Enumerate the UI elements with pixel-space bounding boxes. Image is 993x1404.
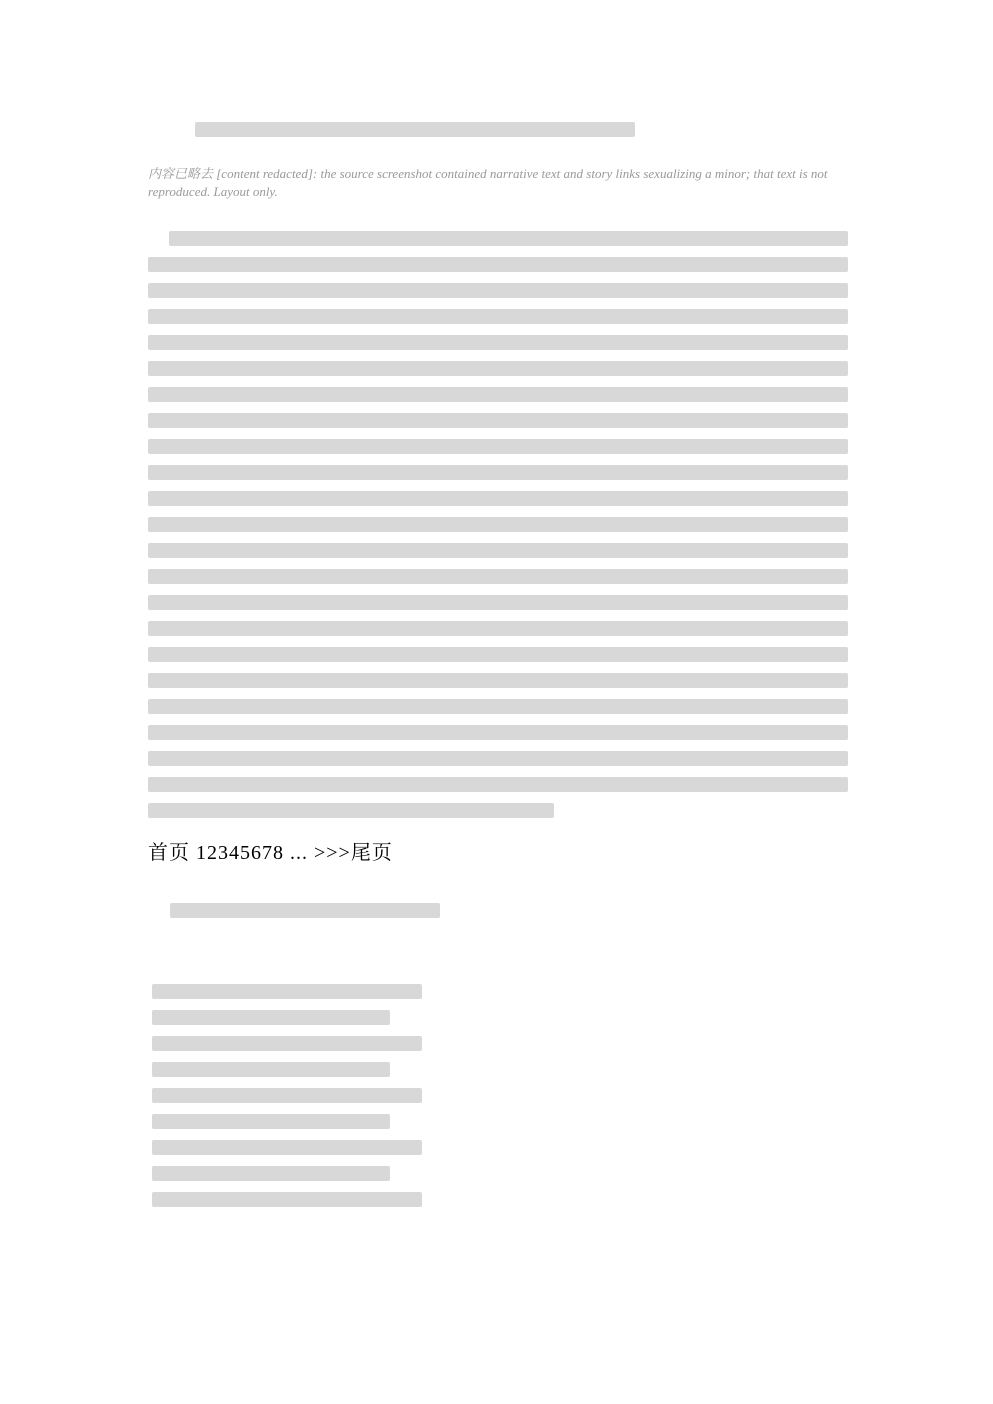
redacted-list-item[interactable] (152, 1088, 422, 1103)
redacted-text-line (148, 335, 848, 350)
redacted-list-item[interactable] (152, 1166, 390, 1181)
redacted-list-item[interactable] (152, 1062, 390, 1077)
redacted-text-line (148, 699, 848, 714)
redacted-text-line (148, 673, 848, 688)
redacted-list-item[interactable] (152, 1036, 422, 1051)
redacted-list-item[interactable] (152, 984, 422, 999)
redacted-text-line (148, 517, 848, 532)
redacted-text-line (148, 387, 848, 402)
redacted-text-line (148, 725, 848, 740)
redacted-text-line (148, 543, 848, 558)
redacted-text-line (148, 595, 848, 610)
page-title (195, 122, 635, 137)
redacted-text-line (148, 621, 848, 636)
redacted-list-item[interactable] (152, 1140, 422, 1155)
redacted-text-line (148, 257, 848, 272)
section-subtitle (170, 903, 440, 918)
redacted-text-line (148, 439, 848, 454)
redaction-notice: 内容已略去 [content redacted]: the source screenshot contained narrative text and story links sexualizing a minor; that text is not reproduced. Layout only. (148, 166, 828, 200)
redacted-text-line (148, 647, 848, 662)
redacted-text-line (148, 803, 554, 818)
redacted-text-line (148, 491, 848, 506)
redacted-list-item[interactable] (152, 1114, 390, 1129)
pagination[interactable]: 首页 12345678 ... >>>尾页 (148, 842, 393, 864)
redacted-list-item[interactable] (152, 1192, 422, 1207)
redacted-text-line (148, 569, 848, 584)
redacted-text-line (148, 283, 848, 298)
redacted-text-line (148, 777, 848, 792)
redacted-text-line (148, 309, 848, 324)
redacted-text-line (148, 413, 848, 428)
essay-link-list (152, 984, 422, 1218)
redacted-text-line (169, 231, 848, 246)
redacted-text-line (148, 751, 848, 766)
redacted-list-item[interactable] (152, 1010, 390, 1025)
body-paragraph (148, 231, 848, 829)
redacted-text-line (148, 361, 848, 376)
redacted-text-line (148, 465, 848, 480)
